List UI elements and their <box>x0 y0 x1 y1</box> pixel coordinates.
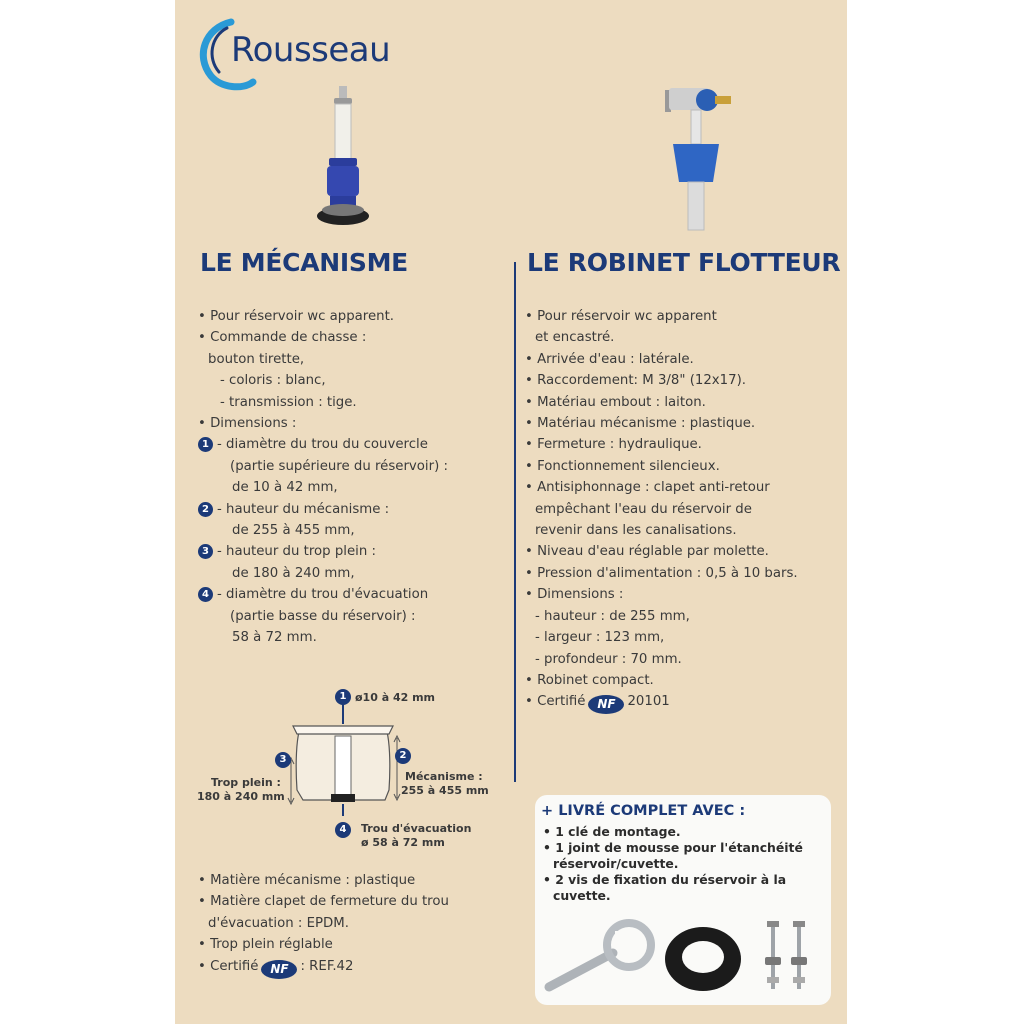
label-drain-hole: Trou d'évacuation <box>361 822 472 835</box>
number-badge: 3 <box>198 544 213 559</box>
kit-list <box>543 824 803 904</box>
spec-line: bouton tirette, <box>208 351 305 367</box>
float-valve-specs <box>525 306 798 714</box>
nf-logo-icon: NF <box>588 695 624 714</box>
kit-title: + LIVRÉ COMPLET AVEC : <box>541 803 746 819</box>
brand-name: Rousseau <box>231 30 391 70</box>
spec-line-cert: • Certifié NF : REF.42 <box>198 956 449 979</box>
float-valve-heading: LE ROBINET FLOTTEUR <box>527 248 841 277</box>
spec-line: • Dimensions : <box>198 416 297 432</box>
label-overflow: Trop plein : <box>211 776 281 789</box>
spec-line: • Commande de chasse : <box>198 330 367 346</box>
spec-line: • Pour réservoir wc apparent. <box>198 309 395 324</box>
label-mechanism: Mécanisme : <box>405 770 483 783</box>
spec-line: - hauteur : de 255 mm, <box>535 608 690 624</box>
spec-line: 58 à 72 mm. <box>232 630 317 646</box>
label-cover-hole: ø10 à 42 mm <box>355 691 436 704</box>
spec-line: et encastré. <box>535 330 615 346</box>
diagram-badge-1: 1 <box>339 691 347 702</box>
foam-seal-icon <box>665 927 741 991</box>
spec-line: • Niveau d'eau réglable par molette. <box>525 544 769 560</box>
spec-line: d'évacuation : EPDM. <box>208 915 349 931</box>
spec-line: • Arrivée d'eau : latérale. <box>525 351 694 367</box>
dimension-diagram <box>175 680 515 860</box>
spec-line: - profondeur : 70 mm. <box>535 651 682 667</box>
kit-box <box>535 795 831 1005</box>
mechanism-specs <box>198 306 448 649</box>
label-drain-range: ø 58 à 72 mm <box>361 836 445 849</box>
product-sheet <box>175 0 847 1024</box>
flush-mechanism-image <box>310 84 376 229</box>
brand-logo <box>191 14 431 94</box>
spec-line: - largeur : 123 mm, <box>535 630 665 646</box>
nf-logo-icon: NF <box>261 960 297 979</box>
spec-line: • Pour réservoir wc apparent <box>525 309 717 324</box>
spec-line: • Antisiphonnage : clapet anti-retour <box>525 480 770 496</box>
diagram-badge-3: 3 <box>279 754 287 765</box>
spec-line: de 180 à 240 mm, <box>232 565 355 581</box>
spec-line-numbered: 4 - diamètre du trou d'évacuation <box>198 584 448 605</box>
spec-line: - transmission : tige. <box>220 394 357 410</box>
kit-accessories-image <box>541 917 831 1001</box>
spec-line: • Fonctionnement silencieux. <box>525 458 720 474</box>
spec-line: • Matière clapet de fermeture du trou <box>198 894 449 910</box>
mechanism-heading: LE MÉCANISME <box>200 248 408 277</box>
spec-line: (partie supérieure du réservoir) : <box>230 458 448 474</box>
spec-line: • Matériau embout : laiton. <box>525 394 706 410</box>
spec-line-numbered: 3 - hauteur du trop plein : <box>198 541 448 562</box>
spec-line: • Matière mécanisme : plastique <box>198 873 416 888</box>
diagram-badge-4: 4 <box>339 824 347 835</box>
spec-line: • Raccordement: M 3/8" (12x17). <box>525 373 747 389</box>
spec-line: • Pression d'alimentation : 0,5 à 10 bars. <box>525 565 798 581</box>
kit-item: réservoir/cuvette. <box>553 856 679 871</box>
kit-item: cuvette. <box>553 888 611 903</box>
spec-line: - coloris : blanc, <box>220 373 326 389</box>
number-badge: 2 <box>198 502 213 517</box>
kit-item: • 2 vis de fixation du réservoir à la <box>543 872 787 887</box>
number-badge: 4 <box>198 587 213 602</box>
label-overflow-range: 180 à 240 mm <box>197 790 285 803</box>
spec-line-cert: • Certifié NF 20101 <box>525 691 798 714</box>
number-badge: 1 <box>198 437 213 452</box>
spec-line: de 255 à 455 mm, <box>232 523 355 539</box>
spec-line: empêchant l'eau du réservoir de <box>535 501 752 517</box>
spec-line-numbered: 2 - hauteur du mécanisme : <box>198 499 448 520</box>
spec-line-numbered: 1 - diamètre du trou du couvercle <box>198 434 448 455</box>
label-mechanism-range: 255 à 455 mm <box>401 784 489 797</box>
spec-line: • Trop plein réglable <box>198 937 333 953</box>
spec-line: de 10 à 42 mm, <box>232 480 338 496</box>
mounting-key-icon <box>549 923 651 987</box>
spec-line: revenir dans les canalisations. <box>535 523 737 539</box>
spec-line: (partie basse du réservoir) : <box>230 608 416 624</box>
diagram-badge-2: 2 <box>399 750 407 761</box>
float-valve-image <box>655 82 745 232</box>
spec-line: • Dimensions : <box>525 587 624 603</box>
mechanism-specs-extra <box>198 870 449 979</box>
kit-item: • 1 joint de mousse pour l'étanchéité <box>543 840 803 855</box>
spec-line: • Matériau mécanisme : plastique. <box>525 416 756 432</box>
kit-item: • 1 clé de montage. <box>543 824 681 839</box>
spec-line: • Robinet compact. <box>525 672 654 688</box>
fixing-screws-icon <box>765 921 807 989</box>
spec-line: • Fermeture : hydraulique. <box>525 437 702 453</box>
